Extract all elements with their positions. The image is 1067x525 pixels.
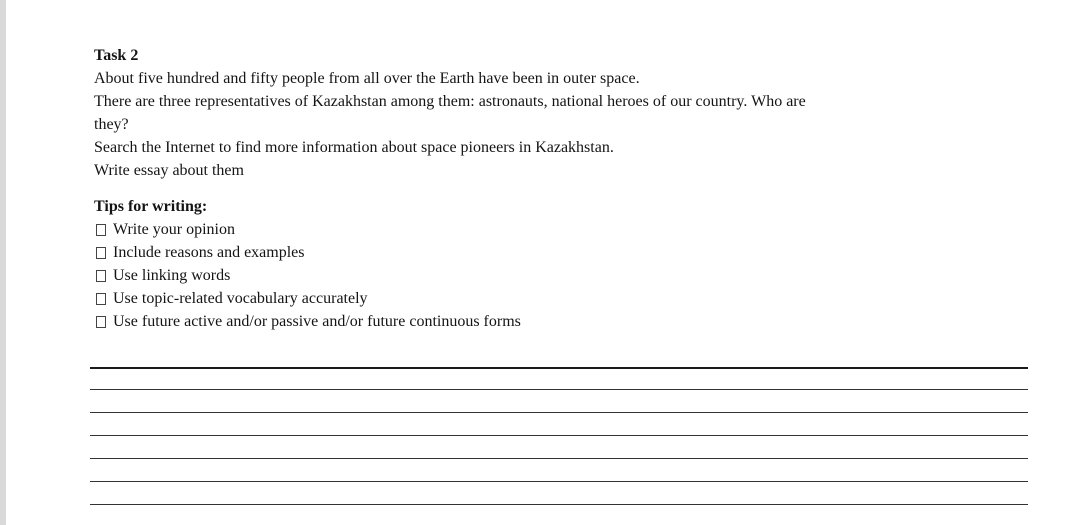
checkbox-icon [96,316,106,328]
tip-text: Use topic-related vocabulary accurately [113,290,368,307]
tip-item [94,241,1034,264]
tip-item [94,287,1034,310]
tips-title: Tips for writing: [94,198,208,215]
checkbox-icon [96,293,106,305]
page-left-edge [0,0,6,525]
checkbox-icon [96,224,106,236]
tip-text: Include reasons and examples [113,244,305,261]
writing-line [90,412,1028,413]
writing-line [90,504,1028,505]
writing-line [90,458,1028,459]
tip-text: Use linking words [113,267,231,284]
section-spacer [94,182,1034,195]
tip-item [94,264,1034,287]
task-paragraph-line: Search the Internet to find more information about space pioneers in Kazakhstan. [94,139,614,156]
task-paragraph-line: There are three representatives of Kazakhstan among them: astronauts, national heroes of our country. Who are [94,93,806,110]
task-heading: Task 2 [94,47,139,64]
writing-line [90,435,1028,436]
checkbox-icon [96,247,106,259]
task-paragraph-line: Write essay about them [94,162,244,179]
writing-lines-area [90,367,1028,525]
tip-text: Write your opinion [113,221,235,238]
writing-line [90,389,1028,390]
task-paragraph-line: they? [94,116,129,133]
task-paragraph-line: About five hundred and fifty people from all over the Earth have been in outer space. [94,70,640,87]
checkbox-icon [96,270,106,282]
task-document [94,44,1034,333]
tip-text: Use future active and/or passive and/or future continuous forms [113,313,521,330]
writing-line [90,367,1028,369]
tip-item [94,310,1034,333]
writing-line [90,481,1028,482]
tip-item [94,218,1034,241]
